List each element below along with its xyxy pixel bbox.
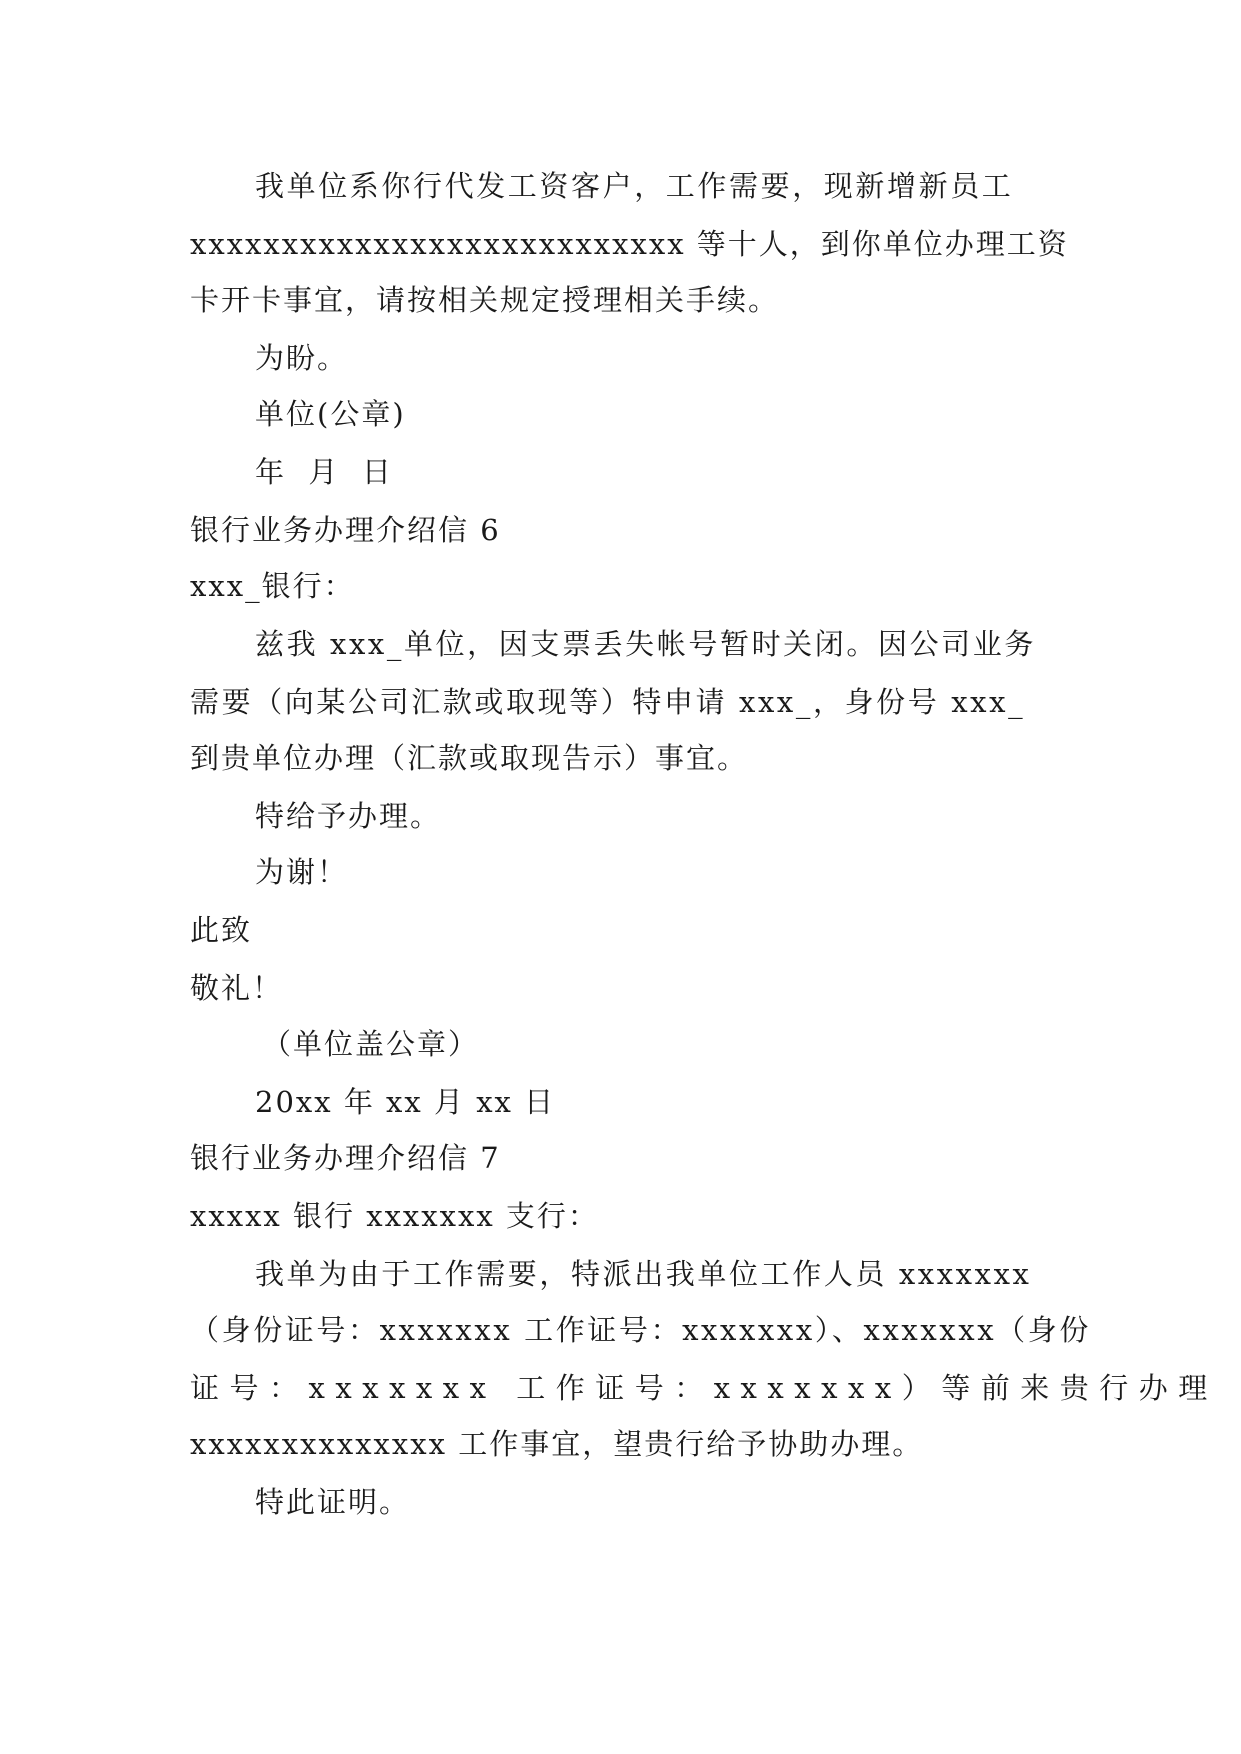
paragraph-8: 特给予办理。 [255, 799, 442, 833]
paragraph-3: 单位(公章) [255, 397, 406, 431]
letter-6-date: 20xx 年 xx 月 xx 日 [255, 1085, 556, 1119]
letter-6-salutation: xxx_银行： [190, 569, 355, 603]
paragraph-7-line-3: 到贵单位办理（汇款或取现告示）事宜。 [190, 741, 749, 775]
letter-7-heading: 银行业务办理介绍信 7 [190, 1141, 501, 1175]
paragraph-1-line-2: xxxxxxxxxxxxxxxxxxxxxxxxxxx 等十人，到你单位办理工资 [190, 227, 1069, 261]
letter-6-heading: 银行业务办理介绍信 6 [190, 513, 501, 547]
paragraph-16-line-1: 我单为由于工作需要，特派出我单位工作人员 xxxxxxx [255, 1257, 1032, 1291]
paragraph-7-line-2: 需要（向某公司汇款或取现等）特申请 xxx_，身份号 xxx_ [190, 685, 1026, 719]
paragraph-1-line-1: 我单位系你行代发工资客户，工作需要，现新增新员工 [255, 169, 1014, 203]
paragraph-1-line-3: 卡开卡事宜，请按相关规定授理相关手续。 [190, 283, 780, 317]
paragraph-7-line-1: 兹我 xxx_单位，因支票丢失帐号暂时关闭。因公司业务 [255, 627, 1036, 661]
letter-7-salutation: xxxxx 银行 xxxxxxx 支行： [190, 1199, 599, 1233]
paragraph-17: 特此证明。 [255, 1485, 411, 1519]
seal-note: （单位盖公章） [262, 1027, 480, 1061]
paragraph-16-line-2: （身份证号：xxxxxxx 工作证号：xxxxxxx）、xxxxxxx（身份 [190, 1313, 1091, 1347]
paragraph-2: 为盼。 [255, 341, 349, 375]
closing-1: 此致 [190, 913, 253, 947]
paragraph-9: 为谢！ [255, 855, 349, 889]
paragraph-16-line-4: xxxxxxxxxxxxxx 工作事宜，望贵行给予协助办理。 [190, 1427, 924, 1461]
paragraph-16-line-3: 证号：xxxxxxx 工作证号：xxxxxxx）等前来贵行办理 [190, 1371, 1218, 1405]
closing-2: 敬礼！ [190, 971, 284, 1005]
date-line: 年 月 日 [255, 455, 393, 489]
